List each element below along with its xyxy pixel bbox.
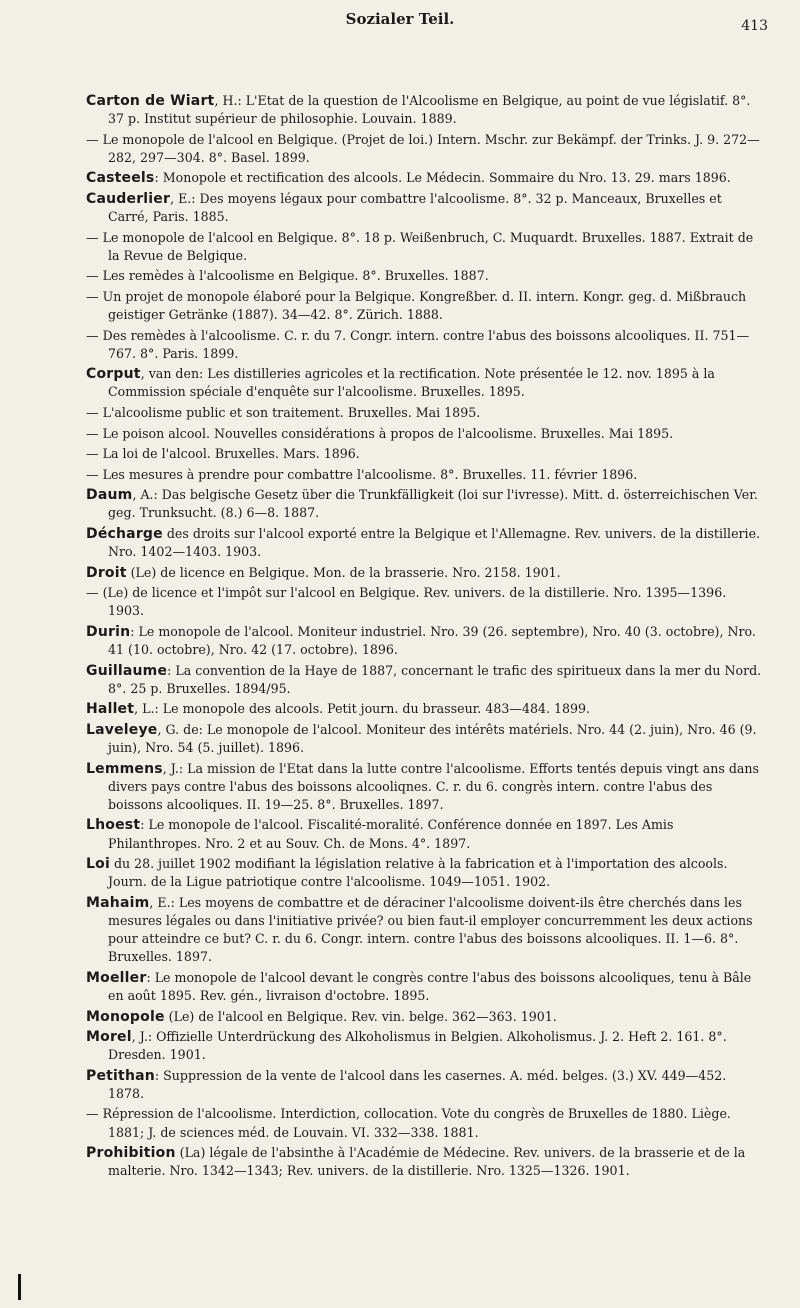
entry-text: — Un projet de monopole élaboré pour la Belgique. Kongreßber. d. II. intern. Kongr. geg. d. Mißbrauch geistiger Getränke (1887). 34—42. 8°. Zürich. 1888. bbox=[86, 288, 747, 323]
bibliography-subentry bbox=[86, 584, 764, 620]
entry-text: — Le monopole de l'alcool en Belgique. (Projet de loi.) Intern. Mschr. zur Bekämpf. der Trinks. J. 9. 272—282, 297—304. 8°. Basel. 1899. bbox=[86, 131, 760, 165]
entry-text: — La loi de l'alcool. Bruxelles. Mars. 1896. bbox=[86, 446, 360, 462]
entry-author: Casteels bbox=[86, 170, 155, 187]
entry-author: Laveleye bbox=[86, 721, 158, 738]
entry-text: — Le monopole de l'alcool en Belgique. 8°. 18 p. Weißenbruch, C. Muquardt. Bruxelles. 1887. Extrait de la Revue de Belgique. bbox=[86, 229, 754, 263]
entry-text: (Le) de licence en Belgique. Mon. de la brasserie. Nro. 2158. 1901. bbox=[126, 564, 561, 580]
bibliography-subentry bbox=[86, 229, 764, 265]
entry-text: , G. de: Le monopole de l'alcool. Moniteur des intérêts matériels. Nro. 44 (2. juin), Nro. 46 (9. juin), Nro. 54 (5. juillet). 1896. bbox=[108, 721, 757, 755]
entry-text: (Le) de l'alcool en Belgique. Rev. vin. belge. 362—363. 1901. bbox=[164, 1008, 557, 1024]
entry-author: Daum bbox=[86, 487, 133, 504]
bibliography-entry bbox=[86, 190, 764, 226]
bibliography-entry bbox=[86, 969, 764, 1005]
entry-author: Guillaume bbox=[86, 662, 168, 679]
bibliography-subentry bbox=[86, 445, 764, 463]
bibliography-subentry bbox=[86, 1105, 764, 1141]
entry-text: — Les mesures à prendre pour combattre l'alcoolisme. 8°. Bruxelles. 11. février 1896. bbox=[86, 466, 638, 482]
bibliography-subentry bbox=[86, 288, 764, 324]
entry-text: (La) légale de l'absinthe à l'Académie de Médecine. Rev. univers. de la brasserie et de la malterie. Nro. 1342—1343; Rev. univers. de la distillerie. Nro. 1325—1326. 1901. bbox=[108, 1145, 746, 1179]
entry-text: , E.: Des moyens légaux pour combattre l'alcoolisme. 8°. 32 p. Manceaux, Bruxelles et Carré, Paris. 1885. bbox=[108, 190, 722, 225]
entry-text: du 28. juillet 1902 modifiant la législation relative à la fabrication et à l'importation des alcools. Journ. de la Ligue patriotique contre l'alcoolisme. 1049—1051. 1902. bbox=[108, 856, 728, 890]
entry-text: : Le monopole de l'alcool devant le congrès contre l'abus des boissons alcooliques, tenu à Bâle en août 1895. Rev. gén., livraison d'octobre. 1895. bbox=[108, 969, 752, 1003]
bibliography-entry bbox=[86, 623, 764, 659]
bibliography-entry bbox=[86, 365, 764, 401]
entry-author: Décharge bbox=[86, 525, 163, 542]
entry-text: — (Le) de licence et l'impôt sur l'alcool en Belgique. Rev. univers. de la distillerie. Nro. 1395—1396. 1903. bbox=[86, 585, 727, 619]
bibliography-entry bbox=[86, 894, 764, 967]
bibliography-list bbox=[86, 92, 764, 1183]
entry-text: — Répression de l'alcoolisme. Interdiction, collocation. Vote du congrès de Bruxelles de 1880. Liège. 1881; J. de sciences méd. de Louvain. VI. 332—338. 1881. bbox=[86, 1106, 731, 1140]
bibliography-entry bbox=[86, 1008, 764, 1026]
bibliography-subentry bbox=[86, 327, 764, 363]
bibliography-entry bbox=[86, 721, 764, 757]
entry-author: Droit bbox=[86, 564, 127, 581]
entry-author: Carton de Wiart bbox=[86, 93, 215, 109]
entry-author: Moeller bbox=[86, 969, 147, 986]
entry-text: des droits sur l'alcool exporté entre la Belgique et l'Allemagne. Rev. univers. de la distillerie. Nro. 1402—1403. 1903. bbox=[108, 525, 761, 560]
running-title: Sozialer Teil. bbox=[345, 10, 455, 28]
entry-author: Lemmens bbox=[86, 760, 163, 777]
bibliography-entry bbox=[86, 486, 764, 522]
page-header bbox=[0, 10, 800, 34]
bibliography-entry bbox=[86, 169, 764, 187]
entry-author: Morel bbox=[86, 1029, 132, 1046]
entry-author: Monopole bbox=[86, 1008, 165, 1025]
bibliography-entry bbox=[86, 1028, 764, 1064]
entry-author: Loi bbox=[86, 856, 110, 873]
entry-author: Durin bbox=[86, 623, 131, 640]
entry-text: : La convention de la Haye de 1887, concernant le trafic des spiritueux dans la mer du Nord. 8°. 25 p. Bruxelles. 1894/95. bbox=[108, 662, 762, 696]
bibliography-subentry bbox=[86, 267, 764, 285]
bibliography-entry bbox=[86, 662, 764, 698]
entry-text: — Les remèdes à l'alcoolisme en Belgique. 8°. Bruxelles. 1887. bbox=[86, 268, 489, 284]
bibliography-subentry bbox=[86, 425, 764, 443]
entry-text: : Monopole et rectification des alcools. Le Médecin. Sommaire du Nro. 13. 29. mars 1896. bbox=[154, 170, 731, 186]
entry-author: Lhoest bbox=[86, 817, 141, 834]
entry-text: : Le monopole de l'alcool. Moniteur industriel. Nro. 39 (26. septembre), Nro. 40 (3. octobre), Nro. 41 (10. octobre), Nro. 42 (17. octobre). 1896. bbox=[108, 623, 756, 658]
bibliography-entry bbox=[86, 1144, 764, 1180]
entry-text: : Suppression de la vente de l'alcool dans les casernes. A. méd. belges. (3.) XV. 449—452. 1878. bbox=[108, 1067, 727, 1101]
margin-mark bbox=[18, 1274, 21, 1300]
entry-text: — L'alcoolisme public et son traitement. Bruxelles. Mai 1895. bbox=[86, 405, 481, 421]
entry-text: , van den: Les distilleries agricoles et la rectification. Note présentée le 12. nov. 1895 à la Commission spéciale d'enquête sur l'alcoolisme. Bruxelles. 1895. bbox=[108, 366, 715, 400]
entry-text: — Des remèdes à l'alcoolisme. C. r. du 7. Congr. intern. contre l'abus des boissons alcooliques. II. 751—767. 8°. Paris. 1899. bbox=[86, 327, 750, 361]
entry-author: Cauderlier bbox=[86, 190, 171, 207]
bibliography-subentry bbox=[86, 466, 764, 484]
page-number: 413 bbox=[741, 18, 768, 34]
bibliography-entry bbox=[86, 525, 764, 561]
entry-text: : Le monopole de l'alcool. Fiscalité-moralité. Conférence donnée en 1897. Les Amis Philanthropes. Nro. 2 et au Souv. Ch. de Mons. 4°. 1897. bbox=[108, 817, 674, 851]
entry-author: Hallet bbox=[86, 701, 135, 718]
entry-author: Mahaim bbox=[86, 894, 150, 911]
entry-text: , H.: L'Etat de la question de l'Alcoolisme en Belgique, au point de vue législatif. 8°. 37 p. Institut supérieur de philosophie. Louvain. 1889. bbox=[108, 93, 751, 127]
bibliography-entry bbox=[86, 855, 764, 891]
bibliography-entry bbox=[86, 1067, 764, 1103]
entry-text: , J.: La mission de l'Etat dans la lutte contre l'alcoolisme. Efforts tentés depuis vingt ans dans divers pays contre l'abus des boissons alcooliqnes. C. r. du 6. congrès intern. contre l'abus des boissons alcooliques. II. 19—25. 8°. Bruxelles. 1897. bbox=[108, 760, 759, 812]
entry-text: , L.: Le monopole des alcools. Petit journ. du brasseur. 483—484. 1899. bbox=[134, 701, 591, 717]
entry-author: Petithan bbox=[86, 1067, 155, 1084]
bibliography-subentry bbox=[86, 404, 764, 422]
bibliography-entry bbox=[86, 700, 764, 718]
bibliography-subentry bbox=[86, 131, 764, 167]
entry-text: , A.: Das belgische Gesetz über die Trunkfälligkeit (loi sur l'ivresse). Mitt. d. österreichischen Ver. geg. Trunksucht. (8.) 6—8. 1887. bbox=[108, 487, 758, 521]
entry-author: Prohibition bbox=[86, 1145, 176, 1162]
bibliography-entry bbox=[86, 816, 764, 852]
entry-author: Corput bbox=[86, 366, 141, 383]
entry-text: , E.: Les moyens de combattre et de déraciner l'alcoolisme doivent-ils être cherchés dans les mesures légales ou dans l'initiative privée? ou bien faut-il employer concurremment les deux actions pour atteindre ce but? C. r. du 6. Congr. intern. contre l'abus des boissons alcooliques. II. 1—6. 8°. Bruxelles. 1897. bbox=[108, 894, 753, 965]
bibliography-entry bbox=[86, 92, 764, 128]
bibliography-entry bbox=[86, 564, 764, 582]
bibliography-entry bbox=[86, 760, 764, 814]
entry-text: — Le poison alcool. Nouvelles considérations à propos de l'alcoolisme. Bruxelles. Mai 1895. bbox=[86, 425, 674, 441]
entry-text: , J.: Offizielle Unterdrückung des Alkoholismus in Belgien. Alkoholismus. J. 2. Heft 2. 161. 8°. Dresden. 1901. bbox=[108, 1029, 727, 1063]
